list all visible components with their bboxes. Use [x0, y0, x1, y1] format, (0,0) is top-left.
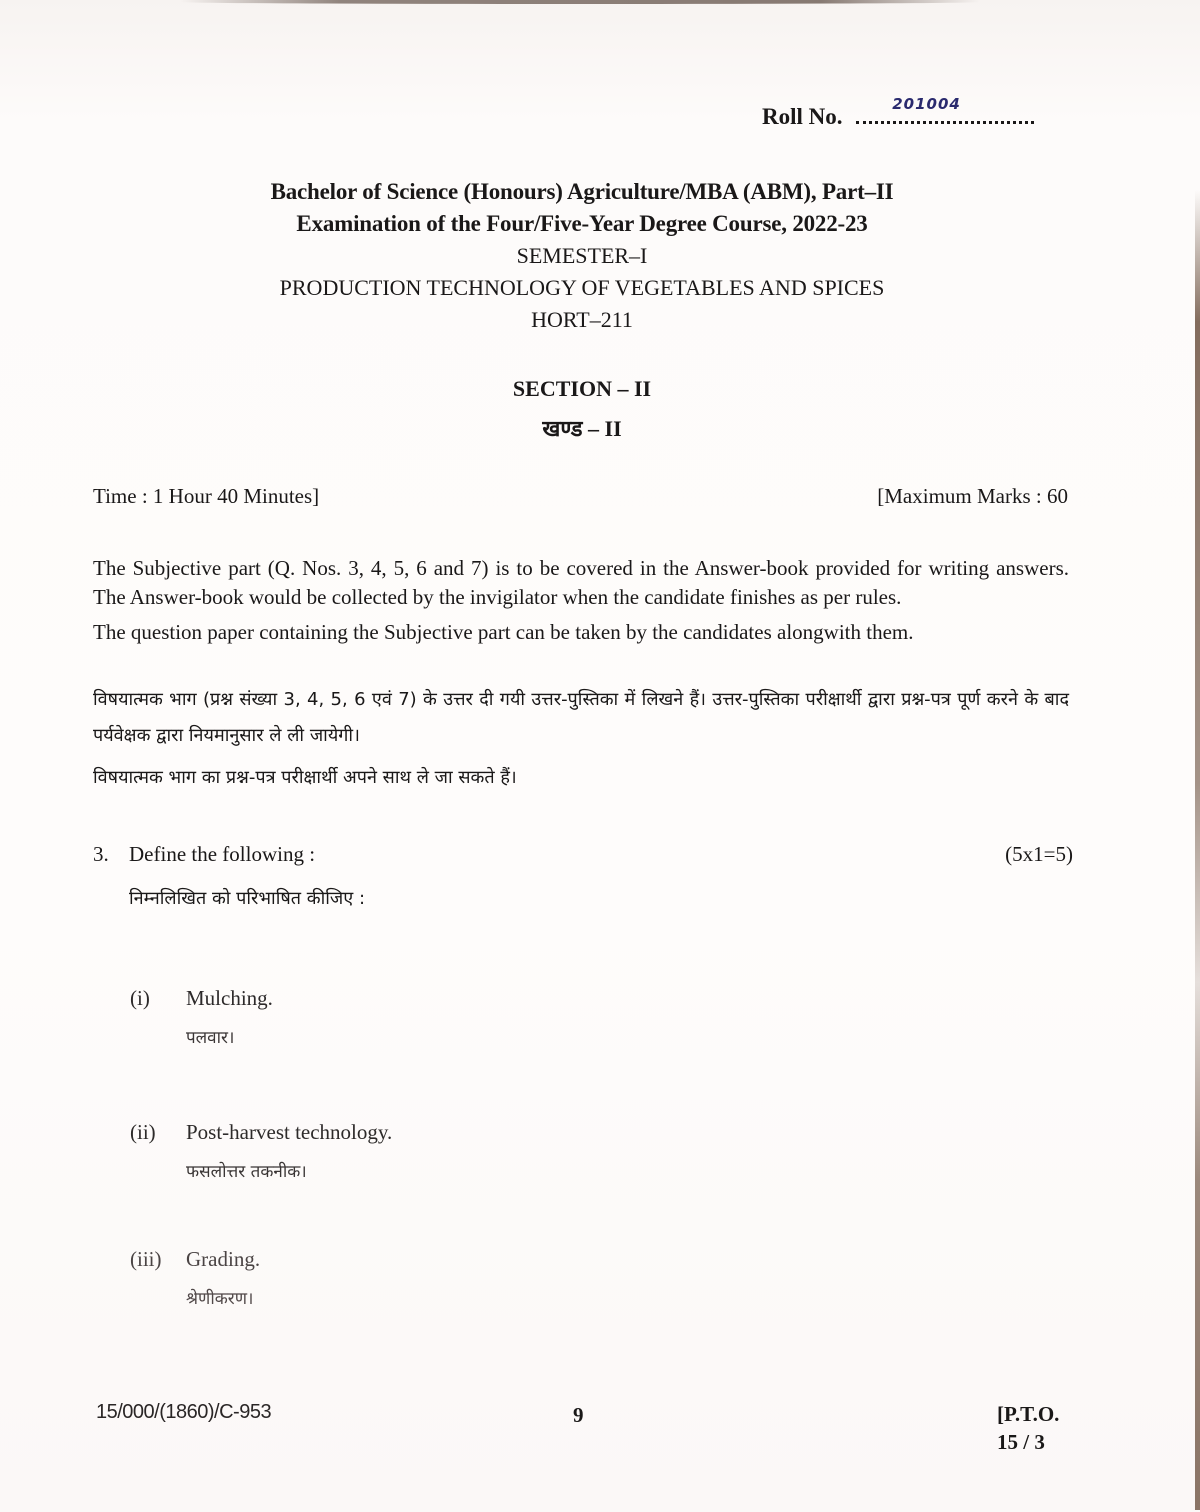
- sub-question-hindi: पलवार।: [186, 1028, 235, 1048]
- page-right-edge-shadow: [1195, 190, 1200, 1510]
- roll-number-field: [856, 95, 1034, 124]
- page-number: 9: [573, 1403, 584, 1427]
- question-text-hindi: निम्नलिखित को परिभाषित कीजिए :: [129, 888, 366, 909]
- instruction-paragraph-1: The Subjective part (Q. Nos. 3, 4, 5, 6 and 7) is to be covered in the Answer-book provided for writing answers. The Answer-book would be collected by the invigilator when the candidate finishes as per rules.: [93, 556, 1069, 609]
- sub-question-iii: [130, 1247, 260, 1309]
- sub-question-i: [130, 986, 273, 1048]
- roll-number-label: Roll No.: [762, 104, 843, 129]
- sub-question-english: Post-harvest technology.: [186, 1120, 393, 1144]
- subject-title: PRODUCTION TECHNOLOGY OF VEGETABLES AND SPICES: [279, 275, 885, 300]
- sub-question-hindi: श्रेणीकरण।: [186, 1289, 254, 1309]
- course-code: HORT–211: [531, 307, 633, 332]
- question-3: [93, 842, 1073, 909]
- examination-title: Examination of the Four/Five-Year Degree Course, 2022-23: [296, 211, 868, 236]
- sub-question-label: (i): [130, 986, 150, 1010]
- footer-right: [997, 1400, 1059, 1456]
- page-top-shadow: [180, 0, 980, 4]
- pto-label: [P.T.O.: [997, 1402, 1060, 1426]
- semester: SEMESTER–I: [516, 243, 648, 268]
- instruction-hindi-1: विषयात्मक भाग (प्रश्न संख्या 3, 4, 5, 6 एवं 7) के उत्तर दी गयी उत्तर-पुस्तिका में लिखने हैं। उत्तर-पुस्तिका परीक्षार्थी द्वारा प्रश्न-पत्र पूर्ण करने के बाद पर्यवेक्षक द्वारा नियमानुसार ले ली जायेगी।: [93, 689, 1069, 746]
- sub-question-label: (ii): [130, 1120, 156, 1144]
- sub-question-english: Grading.: [186, 1247, 261, 1271]
- section-english: SECTION – II: [512, 376, 652, 401]
- paper-code: 15/000/(1860)/C-953: [96, 1401, 272, 1423]
- sub-question-english: Mulching.: [186, 986, 273, 1010]
- roll-number-value: 201004: [892, 95, 961, 113]
- maximum-marks: [Maximum Marks : 60: [877, 484, 1068, 508]
- instructions-english: [93, 554, 1069, 647]
- section-hindi: खण्ड – II: [542, 416, 622, 441]
- instruction-paragraph-2: The question paper containing the Subjective part can be taken by the candidates alongwith them.: [93, 620, 914, 644]
- roll-number: [762, 95, 1034, 130]
- time-allowed: Time : 1 Hour 40 Minutes]: [93, 484, 320, 508]
- sub-question-label: (iii): [130, 1247, 162, 1271]
- question-text: Define the following :: [129, 842, 316, 866]
- degree-title: Bachelor of Science (Honours) Agriculture/MBA (ABM), Part–II: [270, 179, 894, 204]
- sub-question-hindi: फसलोत्तर तकनीक।: [186, 1162, 307, 1182]
- question-number: 3.: [93, 842, 109, 866]
- sub-question-ii: [130, 1120, 392, 1182]
- section-heading: [0, 369, 1164, 449]
- exam-header: [0, 176, 1164, 336]
- sheet-number: 15 / 3: [997, 1430, 1045, 1454]
- question-marks: (5x1=5): [1005, 842, 1073, 866]
- time-marks-row: [93, 484, 1068, 509]
- instruction-hindi-2: विषयात्मक भाग का प्रश्न-पत्र परीक्षार्थी अपने साथ ले जा सकते हैं।: [93, 767, 517, 788]
